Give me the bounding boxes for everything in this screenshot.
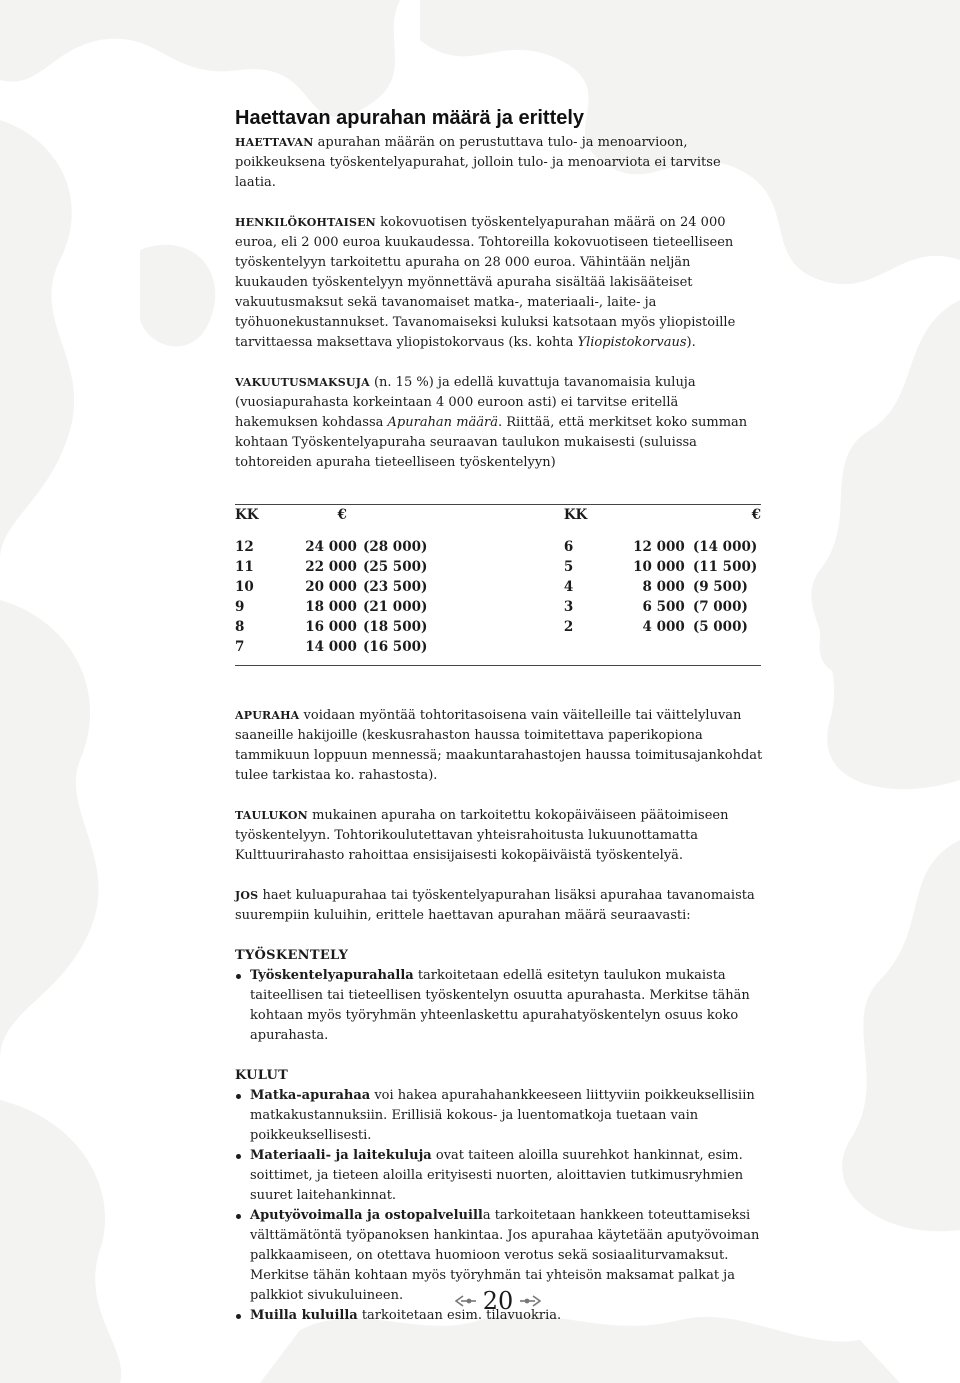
table-row [235, 537, 761, 557]
table-header-row [235, 505, 761, 538]
intro-text: apurahan määrän on perustuttava tulo- ja menoarvioon, poikkeuksena työskentelyapurahat, jolloin tulo- ja menoarviota ei tarvitse laatia. [235, 135, 721, 190]
table-cell: 18 000 [305, 599, 357, 615]
table-cell: 3 [563, 599, 574, 615]
table-cell: 7 [235, 639, 245, 655]
list-item-text: tarkoitetaan edellä esitetyn taulukon mukaista taiteellisen tai tieteellisen työskentelyn osuutta apurahasta. Merkitse tähän kohtaan myös työryhmän yhteenlaskettu apurahatyöskentelyn osuus koko apurahasta. [250, 968, 750, 1043]
table-cell [627, 637, 693, 666]
table-cell: 14 000 [305, 639, 357, 655]
table-cell: (9 500) [692, 579, 748, 595]
list-item-term: Matka-apurahaa [250, 1088, 371, 1103]
table-cell: (21 000) [362, 599, 428, 615]
table-row [235, 617, 761, 637]
personal-italic: Yliopistokorvaus [577, 335, 687, 350]
page-number-block [452, 1286, 544, 1316]
header-euro-1: € [300, 505, 564, 538]
insurance-text-2: . Riittää, että merkitset koko summan kohtaan Työskentelyapuraha seuraavan taulukon mukaisesti (suluissa tohtoreiden apuraha tieteelliseen työskentelyyn) [235, 415, 748, 470]
table-cell: 8 000 [642, 579, 685, 595]
intro-paragraph [235, 133, 763, 193]
insurance-italic: Apurahan määrä [387, 415, 498, 430]
list-item-text: voi hakea apurahahankkeeseen liittyviin poikkeuksellisiin matkakustannuksiin. Erillisiä kokous- ja luentomatkoja tuetaan vain poikkeuksellisesti. [250, 1088, 755, 1143]
header-months-1: KK [235, 505, 300, 538]
left-ornament-icon [455, 1295, 477, 1307]
header-euro-2: € [627, 505, 761, 538]
table-note-paragraph [235, 806, 763, 866]
table-cell: 6 [563, 539, 574, 555]
table-cell: 10 000 [633, 559, 685, 575]
table-cell: (23 500) [362, 579, 428, 595]
work-list [235, 966, 763, 1046]
table-cell: 12 000 [633, 539, 685, 555]
table-cell: 12 [235, 539, 254, 555]
table-cell: (11 500) [692, 559, 758, 575]
insurance-text-1: (n. 15 %) ja edellä kuvattuja tavanomaisia kuluja (vuosiapurahasta korkeintaan 4 000 euroon asti) ei tarvitse eritellä hakemuksen kohdassa [235, 375, 696, 430]
table-cell: 24 000 [305, 539, 357, 555]
page-heading: Haettavan apurahan määrä ja erittely [235, 107, 585, 129]
grant-table [235, 504, 761, 666]
table-cell: (16 500) [362, 639, 428, 655]
page-number: 20 [482, 1287, 514, 1315]
table-note-lead: TAULUKON [235, 809, 308, 822]
table-cell: 9 [235, 599, 245, 615]
table-cell: 2 [563, 619, 574, 635]
costs-section-title: KULUT [235, 1068, 289, 1083]
table-cell: (25 500) [362, 559, 428, 575]
list-item-text: a tarkoitetaan hankkeen toteuttamiseksi välttämätöntä työpanoksen hankintaa. Jos apurahaa käytetään aputyövoiman palkkaamiseen, on otettava huomioon verotus sekä sosiaaliturvamaksut. Merkitse tähän kohtaan myös työryhmän tai yhteisön maksamat palkat ja palkkiot sivukuluineen. [250, 1208, 760, 1303]
table-body [235, 537, 761, 666]
table-cell: (7 000) [692, 599, 748, 615]
if-note-text: haet kuluapurahaa tai työskentelyapurahan lisäksi apurahaa tavanomaista suurempiin kuluihin, erittele haettavan apurahan määrä seuraavasti: [235, 888, 755, 923]
header-months-2: KK [564, 505, 627, 538]
personal-text-1: kokovuotisen työskentelyapurahan määrä on 24 000 euroa, eli 2 000 euroa kuukaudessa. Tohtoreilla kokovuotiseen tieteelliseen työskentelyyn tarkoitettu apuraha on 28 000 euroa. Vähintään neljän kuukauden työskentelyyn myönnettävä apuraha sisältää lakisääteiset vakuutusmaksut sekä tavanomaiset matka-, materiaali-, laite- ja työhuonekustannukset. Tavanomaiseksi kuluksi katsotaan myös yliopistoille tarvittaessa maksettava yliopistokorvaus (ks. kohta [235, 215, 736, 350]
work-section-title: TYÖSKENTELY [235, 948, 349, 963]
table-cell: 5 [563, 559, 574, 575]
table-cell: 10 [235, 579, 254, 595]
content-column [235, 104, 763, 1346]
list-item [235, 1146, 763, 1206]
table-cell: 16 000 [305, 619, 357, 635]
insurance-lead: VAKUUTUSMAKSUJA [235, 376, 370, 389]
table-row [235, 577, 761, 597]
table-row [235, 597, 761, 617]
list-item-text: tarkoitetaan esim. tilavuokria. [357, 1308, 562, 1323]
grant-lead: APURAHA [235, 709, 300, 722]
table-cell: (18 500) [362, 619, 428, 635]
table-cell: 6 500 [642, 599, 685, 615]
table-cell: 8 [235, 619, 245, 635]
table-cell [693, 637, 761, 666]
if-note-lead: JOS [235, 889, 259, 902]
table-row [235, 557, 761, 577]
table-cell: 22 000 [305, 559, 357, 575]
personal-lead: HENKILÖKOHTAISEN [235, 216, 376, 229]
grant-table-grid [235, 504, 761, 666]
right-ornament-icon [519, 1295, 541, 1307]
table-cell [564, 637, 627, 666]
table-cell: 11 [235, 559, 254, 575]
list-item [235, 966, 763, 1046]
list-item-term: Muilla kuluilla [250, 1308, 358, 1323]
grant-text: voidaan myöntää tohtoritasoisena vain väitelleille tai väittelyluvan saaneille hakijoille (keskusrahaston haussa toimitettava paperikopiona tammikuun loppuun mennessä; maakuntarahastojen haussa toimitusajankohdat tulee tarkistaa ko. rahastosta). [235, 708, 763, 783]
table-cell: (28 000) [362, 539, 428, 555]
table-row [235, 637, 761, 666]
personal-text-2: ). [686, 335, 696, 350]
list-item-term: Työskentelyapurahalla [250, 968, 414, 983]
table-cell: 4 000 [642, 619, 685, 635]
table-cell: (5 000) [692, 619, 748, 635]
list-item-term: Aputyövoimalla ja ostopalveluill [250, 1208, 483, 1223]
intro-lead: HAETTAVAN [235, 136, 314, 149]
insurance-paragraph [235, 373, 763, 473]
table-note-text: mukainen apuraha on tarkoitettu kokopäiväiseen päätoimiseen työskentelyyn. Tohtorikoulutettavan yhteisrahoitusta lukuunottamatta Kulttuurirahasto rahoittaa ensisijaisesti kokopäiväistä työskentelyä. [235, 808, 729, 863]
grant-paragraph [235, 706, 763, 786]
list-item-term: Materiaali- ja laitekuluja [250, 1148, 432, 1163]
if-note-paragraph [235, 886, 763, 926]
list-item-text: ovat taiteen aloilla suurehkot hankinnat, esim. soittimet, ja tieteen aloilla erityisesti nuorten, aloittavien tutkimusryhmien suuret laitehankinnat. [250, 1148, 744, 1203]
table-cell: (14 000) [692, 539, 758, 555]
list-item [235, 1086, 763, 1146]
table-cell: 20 000 [305, 579, 357, 595]
personal-paragraph [235, 213, 763, 353]
table-cell: 4 [563, 579, 574, 595]
